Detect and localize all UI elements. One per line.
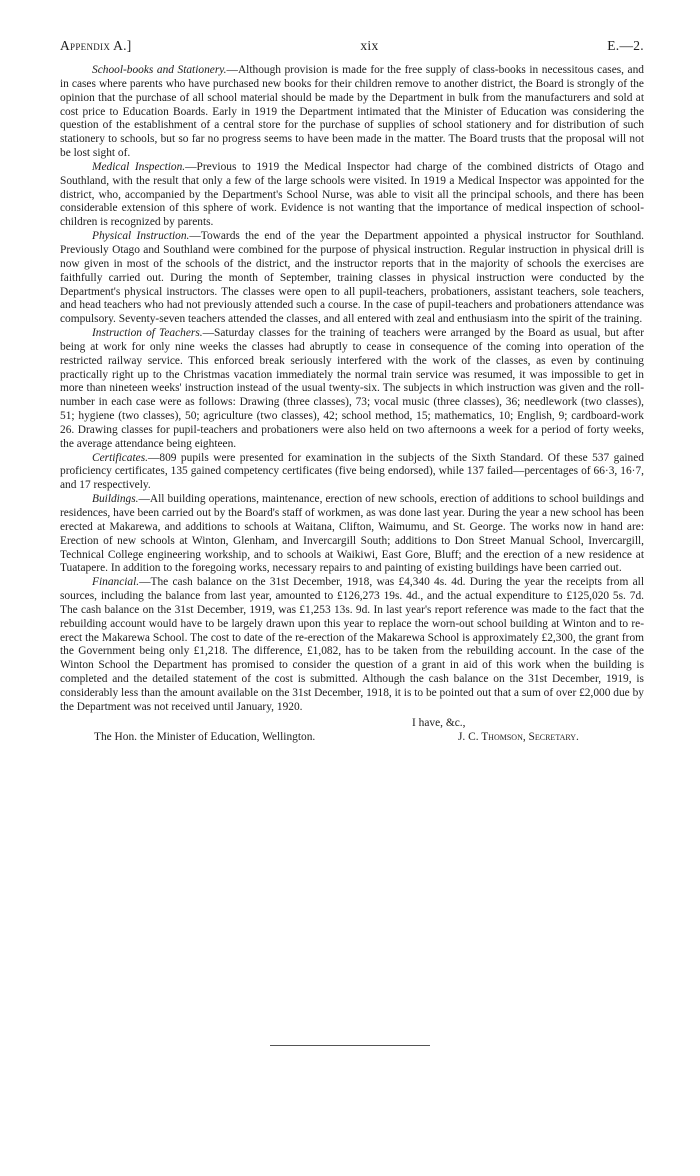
- paragraph-medical-inspection: [60, 161, 644, 230]
- signatory: J. C. Thomson, Secretary.: [458, 730, 579, 743]
- paragraph-heading: Physical Instruction.: [92, 230, 190, 243]
- paragraph-financial: [60, 576, 644, 714]
- paragraph-school-books: [60, 64, 644, 161]
- paragraph-text: —All building operations, maintenance, erection of new schools, erection of additions to school buildings and residences, have been carried out by the Board's staff of workmen, as was done last year. During the year a new school has been erected at Makarewa, and additions to schools at Waitana, Clifton, Waimumu, and St. George. The works now in hand are: Erection of new schools at Winton, Glenham, and Invercargill South; additions to Don Street Manual School, Invercargill, Technical College engineering workship, and to schools at Waikiwi, East Gore, Bluff; and the erection of a new residence at Tuatapere. In addition to the foregoing works, necessary repairs to and painting of existing buildings have been carried out.: [60, 493, 644, 575]
- paragraph-heading: Medical Inspection.: [92, 160, 186, 173]
- paragraph-physical-instruction: [60, 230, 644, 327]
- document-reference: E.—2.: [607, 38, 644, 53]
- paragraph-text: —Towards the end of the year the Department appointed a physical instructor for Southland. Previously Otago and Southland were combined for the purpose of physical instruction. Regular instruction in physical drill is now given in most of the schools of the district, and the instructor reports that in the majority of schools the exercises are faithfully carried out. During the month of September, training classes in physical instruction were conducted by the Department's physical instructors. The classes were open to all pupil-teachers, probationers, assistant teachers, sole teachers, and head teachers who had not previously attended such a course. In the case of pupil-teachers and probationers attendance was compulsory. Seventy-seven teachers attended the classes, and all entered with zeal and enthusiasm into the spirit of the training.: [60, 230, 644, 326]
- paragraph-heading: School-books and Stationery.: [92, 64, 227, 76]
- paragraph-heading: Instruction of Teachers.: [92, 327, 203, 340]
- paragraph-text: —809 pupils were presented for examination in the subjects of the Sixth Standard. Of these 537 gained proficiency certificates, 135 gained competency certificates (five being endorsed), while 137 failed—percentages of 66·3, 16·7, and 17 respectively.: [60, 451, 644, 492]
- page-header: [60, 38, 644, 54]
- end-rule-divider: [270, 1045, 430, 1046]
- report-body: [60, 64, 644, 715]
- paragraph-instruction-of-teachers: [60, 327, 644, 452]
- paragraph-text: —Previous to 1919 the Medical Inspector had charge of the combined districts of Otago and Southland, with the result that only a few of the large schools were visited. In 1919 a Medical Inspector was appointed for the district, who, accompanied by the Department's School Nurse, was able to visit all the principal schools, and there has been considerable extension of this sphere of work. Evidence is not wanting that the importance of medical inspection of school-children is recognized by parents.: [60, 160, 644, 229]
- paragraph-text: —Saturday classes for the training of teachers were arranged by the Board as usual, but after being at work for only nine weeks the classes had abruptly to cease in consequence of the coming into operation of the restricted railway service. This enforced break seriously interfered with the work of the classes, as even by continuing practically right up to the Christmas vacation immediately the normal train service was resumed, it was impossible to get in more than nineteen weeks' instruction instead of the usual twenty-six. The subjects in which instruction was given and the roll-number in each case were as follows: Drawing (three classes), 73; vocal music (three classes), 36; needlework (two classes), 51; hygiene (two classes), 50; agriculture (two classes), 42; school method, 15; mathematics, 10; English, 9; cardboard-work 26. Drawing classes for pupil-teachers and probationers were also held on two afternoons a week for a period of forty weeks, the average attendance being eighteen.: [60, 327, 645, 450]
- appendix-label: Appendix A.]: [60, 38, 132, 53]
- paragraph-buildings: [60, 493, 644, 576]
- signature-line: [60, 730, 644, 744]
- paragraph-text: —The cash balance on the 31st December, 1918, was £4,340 4s. 4d. During the year the receipts from all sources, including the balance from last year, amounted to £126,273 19s. 4d., and the actual expenditure to £125,020 5s. 7d. The cash balance on the 31st December, 1919, was £1,253 13s. 9d. In last year's report reference was made to the fact that the rebuilding account would have to be largely drawn upon this year to replace the worn-out school building at Winton and to re-erect the Makarewa School. The cost to date of the re-erection of the Makarewa School is approximately £2,300, the grant from the Government being only £1,218. The difference, £1,082, has to be taken from the rebuilding account. In the case of the Winton School the Department has promised to consider the question of a grant in aid of this work when the building is completed and the detailed statement of the cost is submitted. Although the cash balance on the 31st December, 1919, is considerably less than the amount available on the 31st December, 1918, it is to be pointed out that a sum of over £2,000 due by the Department was not received until January, 1920.: [60, 576, 644, 713]
- page-number: xix: [360, 38, 379, 53]
- letter-closing: [60, 716, 644, 744]
- paragraph-text: —Although provision is made for the free supply of class-books in necessitous cases, and in cases where parents who have purchased new books for their children remove to another district, the Board is strongly of the opinion that the purchase of all school material should be made by the Department in bulk from the manufacturers and sold at cost price to Education Boards. Early in 1919 the Department intimated that the Minister of Education was considering the question of the establishment of a central store for the purchase of supplies of school stationery and for distribution of such stationery to schools, but so far no progress seems to have been made in the matter. The Board trusts that the proposal will not be lost sight of.: [60, 64, 644, 160]
- paragraph-heading: Certificates.: [92, 451, 148, 464]
- addressee: The Hon. the Minister of Education, Wellington.: [94, 730, 316, 743]
- salutation: I have, &c.,: [412, 716, 466, 729]
- paragraph-heading: Buildings.: [92, 493, 139, 506]
- paragraph-heading: Financial.: [92, 576, 140, 589]
- paragraph-certificates: [60, 452, 644, 494]
